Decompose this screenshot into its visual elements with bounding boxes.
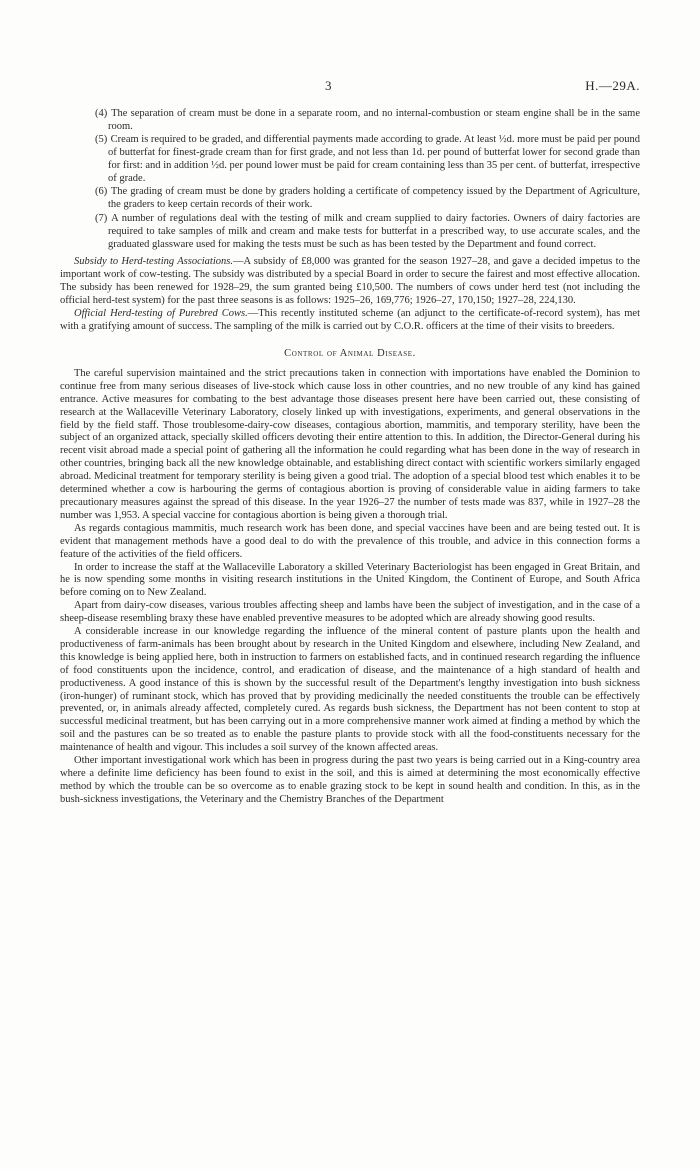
body-paragraph: In order to increase the staff at the Wallaceville Laboratory a skilled Veterinary Bacteriologist has been engaged in Great Britain, and he is now spending some months in visiting research institutions in the United Kingdom, the Continent of Europe, and South Africa before coming on to New Zealand. <box>60 561 640 599</box>
regulation-number: (4) <box>95 108 108 119</box>
regulations-list <box>60 108 640 251</box>
official-testing-title: Official Herd-testing of Purebred Cows. <box>74 308 248 320</box>
herd-testing-title: Subsidy to Herd-testing Associations. <box>74 256 233 268</box>
body-paragraph: A considerable increase in our knowledge regarding the influence of the mineral content of pasture plants upon the health and productiveness of farm-animals has been brought about by research in the United Kingdom and elsewhere, including New Zealand, and this knowledge is being applied here, both in instruction to farmers on established facts, and in continued research regarding the influence of food constituents upon the incidence, control, and eradication of disease, and the maintenance of a high standard of health and productiveness. A good instance of this is shown by the successful result of the Department's lengthy investigation into bush sickness (iron-hunger) of ruminant stock, which has proved that by providing medicinally the needed constituents the trouble can be effectively prevented, or, in animals already affected, completely cured. As regards bush sickness, the Department has not been content to stop at successful medicinal treatment, but has been carrying out in a more comprehensive manner work aimed at finding a method by which the soil and the pastures can be so treated as to enable the pasture plants to provide stock with all the food-constituents necessary for the maintenance of health and vigour. This includes a soil survey of the known affected areas. <box>60 626 640 754</box>
herd-testing-text: —A subsidy of £8,000 was granted for the season 1927–28, and gave a decided impetus to the important work of cow-testing. The subsidy was distributed by a special Board in order to secure the fairest and most effective allocation. The subsidy has been renewed for 1928–29, the sum granted being £10,500. The numbers of cows under herd test (not including the official herd-test system) for the past three seasons is as follows: 1925–26, 169,776; 1926–27, 170,150; 1927–28, 224,130. <box>60 256 640 307</box>
regulation-text: The grading of cream must be done by graders holding a certificate of competency issued by the Department of Agriculture, the graders to keep certain records of their work. <box>108 186 641 211</box>
regulation-item <box>60 213 640 252</box>
regulation-item <box>60 108 640 134</box>
page-header <box>0 78 700 98</box>
document-reference: H.—29A. <box>585 78 640 93</box>
page-number: 3 <box>325 78 332 93</box>
body-paragraph: As regards contagious mammitis, much research work has been done, and special vaccines have been and are being tested out. It is evident that management methods have a good deal to do with the prevalence of this trouble, and advice in this connection forms a feature of the activities of the field officers. <box>60 522 640 560</box>
herd-testing-paragraph <box>60 256 640 308</box>
regulation-number: (5) <box>95 134 108 146</box>
official-testing-text: —This recently instituted scheme (an adjunct to the certificate-of-record system), has met with a gratifying amount of success. The sampling of the milk is carried out by C.O.R. officers at the time of their visits to breeders. <box>60 308 640 332</box>
regulation-number: (7) <box>95 212 108 224</box>
section-heading: Control of Animal Disease. <box>284 347 416 359</box>
body-paragraph: The careful supervision maintained and the strict precautions taken in connection with importations have enabled the Dominion to continue free from many serious diseases of live-stock which cause loss in other countries, and no new trouble of any kind has gained entrance. Active measures for combating to the best advantage those diseases present here have been carried out, these consisting of research at the Wallaceville Veterinary Laboratory, closely linked up with investigations, experiments, and general observations in the field by the field staff. Those troublesome-dairy-cow diseases, contagious abortion, mammitis, and temporary sterility, have been the subject of an organized attack, specially skilled officers devoting their entire attention to this. In addition, the Director-General during his recent visit abroad made a special point of gathering all the information he could regarding what has been done in the way of research in other countries, bringing back all the new knowledge obtainable, and establishing direct contact with scientific workers similarly engaged abroad. Medicinal treatment for temporary sterility is being given a good trial. The adoption of a special blood test which enables it to be determined whether a cow is harbouring the germs of contagious abortion is proving of considerable value in aiding farmers to take precautionary measures against the spread of this disease. In the year 1926–27 the number of tests made was 837, while in 1927–28 the number was 1,953. A special vaccine for contagious abortion is being given a thorough trial. <box>60 367 640 521</box>
regulation-item <box>60 134 640 186</box>
regulation-text: A number of regulations deal with the testing of milk and cream supplied to dairy factories. Owners of dairy factories are required to take samples of milk and cream and make tests for butterfat in a prescribed way, to use accurate scales, and the graduated glassware used for making the tests must be such as has been tested by the Department and found correct. <box>108 212 640 250</box>
official-testing-paragraph <box>60 308 640 334</box>
regulation-text: Cream is required to be graded, and differential payments made according to grade. At least ½d. more must be paid per pound of butterfat for finest-grade cream than for first grade, and not less than 1d. per pound of butterfat lower for second grade than for first: and in addition ½d. per pound lower must be paid for cream containing less than 35 per cent. of butterfat, irrespective of grade. <box>108 134 641 185</box>
body-paragraph: Apart from dairy-cow diseases, various troubles affecting sheep and lambs have been the subject of investigation, and in the case of a sheep-disease resembling braxy these have enabled preventive measures to be adopted which are already showing good results. <box>60 600 640 625</box>
page-body <box>60 108 640 807</box>
body-paragraph: Other important investigational work which has been in progress during the past two years is being carried out in a King-country area where a definite lime deficiency has been found to exist in the soil, and this is aimed at determining the most economically effective method by which the trouble can be so overcome as to enable grazing stock to be kept in sound health and condition. In this, as in the bush-sickness investigations, the Veterinary and the Chemistry Branches of the Department <box>60 755 640 805</box>
regulation-item <box>60 186 640 212</box>
regulation-text: The separation of cream must be done in a separate room, and no internal-combustion or steam engine shall be in the same room. <box>108 108 641 132</box>
regulation-number: (6) <box>95 186 108 198</box>
